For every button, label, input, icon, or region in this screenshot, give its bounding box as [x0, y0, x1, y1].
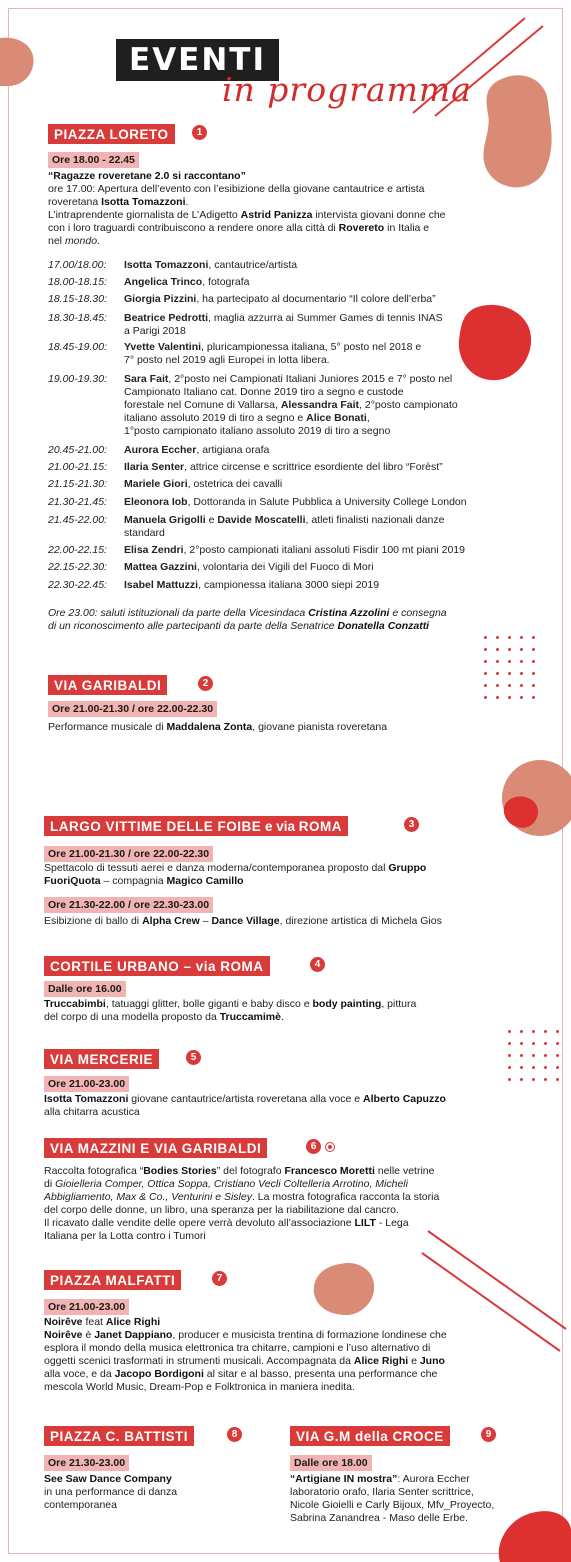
section-piazza-malfatti [44, 1270, 181, 1290]
exhibition-name: Bodies Stories [143, 1165, 217, 1177]
event-text-span: . La mostra fotografica racconta la storia [251, 1191, 440, 1203]
section-heading: VIA MAZZINI E VIA GARIBALDI [44, 1138, 267, 1158]
section-piazza-battisti [44, 1426, 194, 1446]
event-text-line: in una performance di danza [44, 1486, 178, 1498]
event-text-span: è [82, 1329, 95, 1341]
schedule-row [48, 496, 467, 509]
guest-name: Alessandra Fait [280, 399, 360, 411]
company-name: See Saw Dance Company [44, 1473, 172, 1485]
section-via-garibaldi [48, 675, 167, 695]
event-text-span: Raccolta fotografica “ [44, 1165, 144, 1177]
group-name: Dance Village [211, 915, 280, 927]
shop-names: Abbigliamento, Max & Co., Venturini e Sisley [44, 1191, 252, 1203]
time-label: Ore 21.30-22.00 / ore 22.30-23.00 [44, 897, 213, 913]
event-text-span: , direzione artistica di Michela Gios [279, 915, 442, 927]
guest-name: Isotta Tomazzoni [124, 259, 209, 271]
guest-name: Giorgia Pizzini [124, 293, 197, 305]
decor-dots-right-2 [508, 1030, 568, 1090]
guest-description: Campionato Italiano cat. Donne 2019 tiro a segno e custode [124, 386, 404, 398]
event-text-span: e [408, 1355, 420, 1367]
schedule-time: 21.45-22.00: [48, 514, 107, 526]
event-text [44, 915, 442, 928]
event-text-line: esplora il mondo della musica elettronica tra chitarre, campioni e l’uso alternativo di [44, 1342, 431, 1354]
guest-description: forestale nel Comune di Vallarsa, [124, 399, 281, 411]
schedule-time: 22.15-22.30: [48, 561, 107, 573]
section-heading: PIAZZA MALFATTI [44, 1270, 181, 1290]
guest-name: Angelica Trinco [124, 276, 203, 288]
section-heading: VIA MERCERIE [44, 1049, 159, 1069]
artist-name: Alice Righi [105, 1316, 161, 1328]
guest-description: , 2°posto nei Campionati Italiani Juniores 2015 e 7° posto nel [168, 373, 453, 385]
intro-text-span: roveretana [48, 196, 102, 208]
guest-name: Mattea Gazzini [124, 561, 197, 573]
group-name: Alpha Crew [142, 915, 200, 927]
guest-description: , ha partecipato al documentario “Il colore dell’erba” [196, 293, 436, 305]
guest-description: , maglia azzurra ai Summer Games di tennis INAS [208, 312, 443, 324]
guest-description: , cantautrice/artista [208, 259, 298, 271]
closing-text-span: di un riconoscimento alle partecipanti da parte della Senatrice [48, 620, 338, 632]
section-number: 9 [481, 1427, 496, 1442]
event-text [44, 1473, 177, 1512]
artist-name: Maddalena Zonta [166, 721, 253, 733]
event-text [44, 1316, 447, 1394]
intro-text-span: intervista giovani donne che [312, 209, 446, 221]
intro-text-span: . [185, 196, 189, 208]
event-text-span: del corpo di una modella proposto da [44, 1011, 220, 1023]
schedule-row [48, 293, 436, 306]
heading-text: e via [261, 819, 299, 834]
event-text [44, 1093, 446, 1119]
event-text-span: di [44, 1178, 56, 1190]
schedule-time: 21.30-21.45: [48, 496, 107, 508]
guest-description: , atleti finalisti nazionali danze [305, 514, 445, 526]
intro-line: ore 17.00: Apertura dell’evento con l’esibizione della giovane cantautrice e artista [48, 183, 425, 195]
time-label: Dalle ore 18.00 [290, 1455, 372, 1471]
guest-description: e [205, 514, 218, 526]
event-text-span: alla voce, e da [44, 1368, 115, 1380]
event-text-span: , tatuaggi glitter, bolle giganti e baby disco e [105, 998, 313, 1010]
time-label: Ore 21.00-23.00 [44, 1076, 129, 1092]
group-name: Magico Camillo [166, 875, 244, 887]
event-text [44, 1165, 439, 1243]
time-badge [290, 1453, 372, 1471]
guest-description: , attrice circense e scrittrice esordiente del libro “Forèst” [184, 461, 443, 473]
time-badge [44, 1453, 129, 1471]
schedule-row [48, 373, 458, 437]
event-text-line: alla chitarra acustica [44, 1106, 140, 1118]
artist-name: Noirêve [44, 1316, 83, 1328]
activity-name: Truccabimbi [44, 998, 106, 1010]
guest-name: Elisa Zendri [124, 544, 184, 556]
guest-name: Ilaria Senter [124, 461, 185, 473]
section-number: 1 [192, 125, 207, 140]
schedule-row [48, 544, 465, 557]
guest-name: Isabel Mattuzzi [124, 579, 199, 591]
guest-name: Beatrice Pedrotti [124, 312, 209, 324]
schedule-row [48, 461, 443, 474]
decor-blob-red-middle [455, 302, 537, 384]
intro-text-span: nel [48, 235, 65, 247]
event-text-span: al sitar e al basso, presenta una performance che [203, 1368, 438, 1380]
event-text-span: , producer e musicista trentina di formazione londinese che [172, 1329, 447, 1341]
schedule-time: 22.00-22.15: [48, 544, 107, 556]
group-name: Gruppo [388, 862, 427, 874]
event-text-line: contemporanea [44, 1499, 117, 1511]
schedule-time: 22.30-22.45: [48, 579, 107, 591]
guest-description: 7° posto nel 2019 agli Europei in lotta libera. [124, 354, 330, 366]
section-piazza-loreto [48, 124, 175, 144]
artist-name: Noirêve [44, 1329, 83, 1341]
intro-text-span: con i loro traguardi contribuiscono a rendere onore alla città di [48, 222, 339, 234]
schedule-time: 20.45-21.00: [48, 444, 107, 456]
decor-blob-top-left [0, 36, 36, 88]
event-text-line: Nicole Gioielli e Carly Bijoux, Mfv_Proyecto, [290, 1499, 495, 1511]
event-text-span: Spettacolo di tessuti aerei e danza moderna/contemporanea proposto dal [44, 862, 389, 874]
guest-description: , artigiana orafa [196, 444, 270, 456]
target-icon [325, 1142, 335, 1152]
event-text [290, 1473, 494, 1525]
event-text [48, 721, 387, 734]
event-text [44, 998, 416, 1024]
time-label: Ore 18.00 - 22.45 [48, 152, 139, 168]
section-number: 8 [227, 1427, 242, 1442]
event-text-line: Sabrina Zanandrea - Maso delle Erbe. [290, 1512, 469, 1524]
event-text-span: – [199, 915, 212, 927]
schedule-row [48, 514, 445, 539]
decor-dots-right-1 [484, 636, 544, 708]
exhibition-name: “Artigiane IN mostra” [290, 1473, 398, 1485]
guest-description: , 2°posto campionati italiani assoluti Fisdir 100 mt piani 2019 [183, 544, 465, 556]
closing-text-span: e consegna [389, 607, 447, 619]
event-text-span: nelle vetrine [374, 1165, 435, 1177]
section-number: 7 [212, 1271, 227, 1286]
event-text-span: Performance musicale di [48, 721, 167, 733]
page-subtitle: in programma [222, 70, 472, 109]
decor-blob-bottom-right [490, 1506, 571, 1562]
section-number: 3 [404, 817, 419, 832]
journalist-name: Astrid Panizza [240, 209, 313, 221]
schedule-row [48, 276, 250, 289]
guest-name: Eleonora Iob [124, 496, 188, 508]
time-badge [44, 895, 213, 913]
intro-text [48, 170, 528, 248]
guest-description: , campionessa italiana 3000 siepi 2019 [198, 579, 380, 591]
guest-name: Manuela Grigolli [124, 514, 206, 526]
guest-name: Sara Fait [124, 373, 169, 385]
event-text-line: mescola World Music, Dream-Pop e Folktronica in maniera inedita. [44, 1381, 355, 1393]
artist-name: Isotta Tomazzoni [101, 196, 186, 208]
event-text-span: giovane cantautrice/artista roveretana alla voce e [128, 1093, 364, 1105]
event-text-line: Italiana per la Lotta contro i Tumori [44, 1230, 206, 1242]
event-text [44, 862, 426, 888]
artist-name: Jacopo Bordigoni [114, 1368, 204, 1380]
time-badge [44, 1297, 129, 1315]
decor-blob-malfatti [310, 1260, 378, 1318]
time-badge [48, 699, 217, 717]
section-heading: PIAZZA C. BATTISTI [44, 1426, 194, 1446]
schedule-row [48, 444, 270, 457]
section-heading: CORTILE URBANO – via ROMA [44, 956, 270, 976]
official-name: Donatella Conzatti [337, 620, 430, 632]
section-via-croce [290, 1426, 450, 1446]
official-name: Cristina Azzolini [308, 607, 390, 619]
guest-description: 1°posto campionato italiano assoluto 2019 di tiro a segno [124, 425, 391, 437]
section-largo-vittime [44, 816, 348, 836]
event-text-line: laboratorio orafo, Ilaria Senter scrittrice, [290, 1486, 474, 1498]
intro-italic: mondo [64, 235, 98, 247]
artist-name: Alberto Capuzzo [363, 1093, 446, 1105]
section-heading: VIA G.M della CROCE [290, 1426, 450, 1446]
artist-name: Truccamimè [219, 1011, 281, 1023]
schedule-time: 18.15-18.30: [48, 293, 107, 305]
section-number: 5 [186, 1050, 201, 1065]
section-number: 2 [198, 676, 213, 691]
time-badge [44, 979, 126, 997]
guest-description: a Parigi 2018 [124, 325, 186, 337]
event-text-span: Esibizione di ballo di [44, 915, 143, 927]
section-via-mercerie [44, 1049, 159, 1069]
time-label: Ore 21.30-23.00 [44, 1455, 129, 1471]
artist-name: Janet Dappiano [94, 1329, 173, 1341]
page-title: EVENTI [116, 39, 279, 81]
guest-name: Davide Moscatelli [217, 514, 306, 526]
schedule-time: 21.15-21.30: [48, 478, 107, 490]
guest-description: , ostetrica dei cavalli [187, 478, 283, 490]
activity-name: body painting [312, 998, 382, 1010]
time-label: Ore 21.00-23.00 [44, 1299, 129, 1315]
event-text-span: , giovane pianista roveretana [252, 721, 388, 733]
schedule-row [48, 259, 298, 272]
section-heading [44, 816, 348, 836]
event-text-span: feat [82, 1316, 106, 1328]
guest-description: , volontaria dei Vigili del Fuoco di Mori [196, 561, 374, 573]
guest-description: , Dottoranda in Salute Pubblica a University College London [187, 496, 467, 508]
guest-description: italiano assoluto 2019 di tiro a segno e [124, 412, 307, 424]
section-number: 6 [306, 1139, 321, 1154]
guest-name: Mariele Giori [124, 478, 188, 490]
heading-text: ROMA [298, 819, 343, 834]
event-text-span: : Aurora Eccher [397, 1473, 470, 1485]
schedule-row [48, 312, 443, 337]
time-label: Ore 21.00-21.30 / ore 22.00-22.30 [48, 701, 217, 717]
section-via-mazzini [44, 1138, 267, 1158]
schedule-time: 18.45-19.00: [48, 341, 107, 353]
schedule-time: 19.00-19.30: [48, 373, 107, 385]
artist-name: Juno [419, 1355, 445, 1367]
decor-blob-right-middle [500, 760, 571, 838]
schedule-row [48, 579, 380, 592]
time-badge [48, 150, 139, 168]
closing-text [48, 607, 447, 633]
schedule-time: 17.00/18.00: [48, 259, 107, 271]
time-badge [44, 844, 213, 862]
event-text-span: . [281, 1011, 284, 1023]
association-name: LILT [354, 1217, 376, 1229]
group-name: FuoriQuota [44, 875, 101, 887]
photographer-name: Francesco Moretti [284, 1165, 375, 1177]
event-text-span: - Lega [375, 1217, 409, 1229]
heading-text: LARGO VITTIME DELLE FOIBE [50, 819, 262, 834]
guest-description: , 2°posto campionato [359, 399, 458, 411]
time-label: Ore 21.00-21.30 / ore 22.00-22.30 [44, 846, 213, 862]
artist-name: Alice Righi [353, 1355, 409, 1367]
section-heading: PIAZZA LORETO [48, 124, 175, 144]
schedule-time: 18.30-18.45: [48, 312, 107, 324]
schedule-time: 21.00-21.15: [48, 461, 107, 473]
guest-name: Alice Bonati [306, 412, 367, 424]
guest-description: standard [124, 527, 165, 539]
event-text-span: ” del fotografo [216, 1165, 285, 1177]
schedule-row [48, 478, 283, 491]
schedule-row [48, 341, 422, 366]
schedule-time: 18.00-18.15: [48, 276, 107, 288]
event-text-span: , pittura [381, 998, 417, 1010]
event-text-line: del corpo delle donne, un libro, una speranza per la riabilitazione dal cancro. [44, 1204, 399, 1216]
intro-text-span: L’intraprendente giornalista de L’Adigetto [48, 209, 241, 221]
section-heading: VIA GARIBALDI [48, 675, 167, 695]
event-text-span: Il ricavato dalle vendite delle opere verrà devoluto all’associazione [44, 1217, 355, 1229]
event-text-span: oggetti scenici trasformati in strumenti musicali. Accompagnata da [44, 1355, 354, 1367]
section-cortile-urbano [44, 956, 270, 976]
guest-description: , pluricampionessa italiana, 5° posto nel 2018 e [201, 341, 422, 353]
shop-names: Gioielleria Comper, Ottica Soppa, Cristiano Vecli Coltelleria Arrotino, Micheli [55, 1178, 408, 1190]
intro-text-span: in Italia e [384, 222, 430, 234]
event-text-span: – compagnia [100, 875, 167, 887]
closing-text-span: Ore 23.00: saluti istituzionali da parte della Vicesindaca [48, 607, 309, 619]
section-number: 4 [310, 957, 325, 972]
artist-name: Isotta Tomazzoni [44, 1093, 129, 1105]
time-label: Dalle ore 16.00 [44, 981, 126, 997]
guest-description: , fotografa [202, 276, 250, 288]
guest-name: Aurora Eccher [124, 444, 197, 456]
city-name: Rovereto [338, 222, 385, 234]
event-title: “Ragazze roveretane 2.0 si raccontano” [48, 170, 246, 182]
guest-description: , [366, 412, 370, 424]
guest-name: Yvette Valentini [124, 341, 202, 353]
time-badge [44, 1074, 129, 1092]
intro-text-span: . [97, 235, 100, 247]
schedule-row [48, 561, 374, 574]
